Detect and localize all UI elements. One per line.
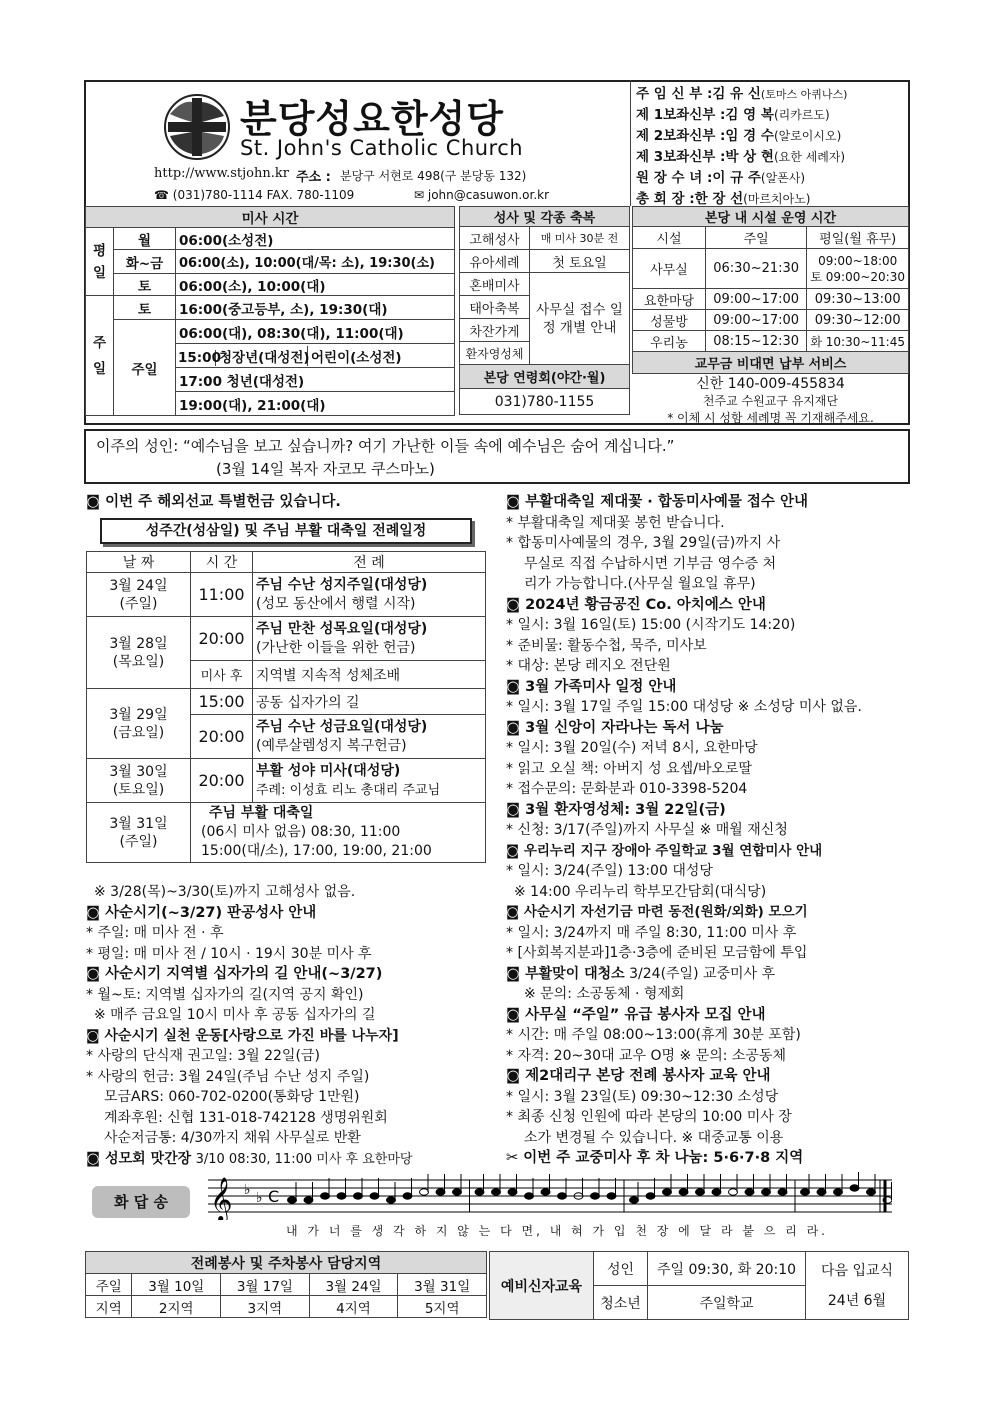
music-note	[817, 1189, 826, 1195]
music-note	[762, 1189, 771, 1195]
notice-item: * [사회복지분과]1층·3층에 준비된 모금함에 투입	[506, 945, 808, 961]
bullet-icon: ◙	[506, 842, 524, 859]
notice-item: ※ 문의: 소공동체 · 형제회	[524, 986, 685, 1002]
notice-mission-collection: ◙ 이번 주 해외선교 특별헌금 있습니다.	[86, 494, 341, 510]
clergy-list: 주 임 신 부 :김 유 신(토마스 아퀴나스) 제 1보좌신부 :김 영 복(리카르도) 제 2보좌신부 :임 경 수(알로이시오) 제 3보좌신부 :박 상 현(요한 세례자) 원 장 수 녀 :이 규 주(알폰사) 총 회 장 :한 장 선(마르치아노)	[636, 86, 848, 207]
music-note	[778, 1189, 787, 1195]
bullet-icon: ◙	[86, 904, 106, 921]
bullet-icon: ◙	[86, 494, 106, 510]
music-note	[696, 1189, 705, 1195]
notice-item: * 최종 신청 인원에 따라 본당의 10:00 미사 장	[506, 1109, 792, 1125]
svg-text:C: C	[268, 1187, 280, 1206]
notice-item: * 접수문의: 문화분과 010-3398-5204	[506, 781, 748, 797]
bullet-icon: ◙	[506, 965, 526, 982]
notice-soy-sauce: ◙ 성모회 맛간장 3/10 08:30, 11:00 미사 후 요한마당	[86, 1150, 413, 1167]
bullet-icon: ◙	[506, 904, 524, 920]
notice-item: ※ 14:00 우리누리 학부모간담회(대식당)	[514, 883, 767, 900]
music-note	[508, 1189, 517, 1195]
bullet-icon: ◙	[506, 596, 526, 613]
music-note	[646, 1193, 655, 1199]
notice-item: * 준비물: 활동수첩, 묵주, 미사보	[506, 637, 707, 654]
notice-item: 소가 변경될 수 있습니다. ※ 대중교통 이용	[524, 1129, 784, 1146]
notice-item: * 자격: 20~30대 교우 O명 ※ 문의: 소공동체	[506, 1047, 786, 1064]
music-note	[558, 1193, 567, 1199]
notice-lent-practice: ◙ 사순시기 실천 운동[사랑으로 가진 바를 나누자]	[86, 1027, 399, 1044]
notice-item: * 일시: 3월 17일 주일 15:00 대성당 ※ 소성당 미사 없음.	[506, 699, 862, 715]
notice-item: * 부활대축일 제대꽃 봉헌 받습니다.	[506, 514, 725, 531]
psalm-lyrics: 내 가 너 를 생 각 하 지 않 는 다 면, 내 혀 가 입 천 장 에 달 라 붙 으 리 라.	[286, 1224, 828, 1238]
notice-acies: ◙ 2024년 황금공진 Co. 아치에스 안내	[506, 596, 766, 613]
music-note	[679, 1189, 688, 1195]
church-subtitle: St. John's Catholic Church	[240, 136, 524, 160]
church-title: 분당성요한성당	[240, 97, 504, 141]
holy-week-schedule: 날 짜 시 간 전 례 3월 24일 (주일) 11:00 주님 수난 성지주일(대성당) (성모 동산에서 행렬 시작) 3월 28일 (목요일) 20:00 주님 만찬 성목요일(대성당) (가난한 이들을 위한 헌금) 미사 후 지역별 지속적 성체조배 3월 29일 (금요일) 15:00 공동 십자가의 길 20:00 주님 수난 성금요일(대성당) (예루살렘성지 복구헌금) 3월 30일 (토요일) 20:00 부활 성야 미사(대성당) 주례: 이성효 리노 총대리 주교님 3월 31일 (주일) 주님 부활 대축일 (06시 미사 없음) 08:30, 11:00 15:00(대/소), 17:00, 19:00, 21:00	[86, 551, 486, 863]
music-note	[492, 1189, 501, 1195]
music-note	[801, 1189, 810, 1195]
music-note	[436, 1189, 445, 1195]
holy-week-title: 성주간(성삼일) 및 주님 부활 대축일 전례일정	[100, 518, 472, 544]
notice-item: * 사랑의 헌금: 3월 24일(주님 수난 성지 주일)	[86, 1068, 370, 1085]
notice-item: * 대상: 본당 레지오 전단원	[506, 658, 671, 674]
notice-easter-flowers: ◙ 부활대축일 제대꽃 · 합동미사예물 접수 안내	[506, 494, 808, 510]
svg-text:♭: ♭	[256, 1190, 263, 1206]
scissors-icon: ✂	[506, 1150, 524, 1166]
bullet-icon: ◙	[506, 801, 526, 818]
music-note	[745, 1189, 754, 1195]
bullet-icon: ◙	[86, 1150, 106, 1167]
notice-liturgy-training: ◙ 제2대리구 본당 전례 봉사자 교육 안내	[506, 1068, 771, 1084]
schedule-note: ※ 3/28(목)~3/30(토)까지 고해성사 없음.	[94, 884, 356, 900]
email[interactable]: ✉ john@casuwon.or.kr	[414, 188, 550, 202]
facilities-table: 본당 내 시설 운영 시간 시설 주일 평일(월 휴무) 사무실 06:30~21:30 09:00~18:00 토 09:00~20:30 요한마당 09:00~17:00 09:30~13:00 성물방 09:00~17:00 09:30~12:00 우리농 08:15~12:30 화 10:30~11:45 교무금 비대면 납부 서비스 신한 140-009-455834 천주교 수원교구 유지재단 * 이체 시 성함 세례명 꼭 기재해주세요.	[632, 206, 909, 427]
notice-coin-collection: ◙ 사순시기 자선기금 마련 동전(원화/외화) 모으기	[506, 904, 808, 920]
notice-item: * 일시: 3월 20일(수) 저녁 8시, 요한마당	[506, 740, 758, 756]
saint-of-week-box: 이주의 성인: “예수님을 보고 싶습니까? 여기 가난한 이들 속에 예수님은 숨어 계십니다.” (3월 14일 복자 자코모 쿠스마노)	[84, 429, 910, 484]
notice-item: * 읽고 오실 책: 아버지 성 요셉/바오로딸	[506, 760, 752, 777]
address: 분당구 서현로 498(구 분당동 132)	[340, 169, 527, 183]
notice-reading: ◙ 3월 신앙이 자라나는 독서 나눔	[506, 719, 724, 736]
music-note	[354, 1193, 363, 1199]
music-note	[541, 1189, 550, 1195]
music-note	[337, 1193, 346, 1199]
notice-tea-sharing: ✂ 이번 주 교중미사 후 차 나눔: 5·6·7·8 지역	[506, 1150, 804, 1166]
notice-item: * 사랑의 단식재 권고일: 3월 22일(금)	[86, 1048, 320, 1064]
music-note	[403, 1193, 412, 1199]
notice-item: 모금ARS: 060-702-0200(통화당 1만원)	[104, 1089, 360, 1105]
music-note	[607, 1193, 616, 1199]
music-note	[729, 1189, 738, 1195]
notice-disability-mass: ◙ 우리누리 지구 장애아 주일학교 3월 연합미사 안내	[506, 842, 823, 859]
address-label: 주소 :	[296, 170, 331, 185]
notice-confession: ◙ 사순시기(~3/27) 판공성사 안내	[86, 904, 317, 921]
bullet-icon: ◙	[506, 678, 526, 695]
bullet-icon: ◙	[506, 1068, 526, 1084]
notice-item: ※ 매주 금요일 10시 미사 후 공동 십자가의 길	[94, 1007, 376, 1023]
music-note	[712, 1189, 721, 1195]
music-note	[663, 1189, 672, 1195]
music-note	[453, 1189, 462, 1195]
notice-item: 계좌후원: 신협 131-018-742128 생명위원회	[104, 1109, 388, 1126]
phone-fax: ☎ (031)780-1114 FAX. 780-1109	[154, 188, 355, 202]
notice-item: * 일시: 3월 16일(토) 15:00 (시작기도 14:20)	[506, 617, 796, 633]
notice-item: * 일시: 3/24(주일) 13:00 대성당	[506, 863, 713, 879]
notice-volunteer: ◙ 사무실 “주일” 유급 봉사자 모집 안내	[506, 1006, 766, 1023]
notice-item: * 신청: 3/17(주일)까지 사무실 ※ 매월 재신청	[506, 822, 788, 838]
svg-text:𝄞: 𝄞	[210, 1177, 233, 1220]
bullet-icon: ◙	[86, 966, 106, 982]
psalm-label: 화 답 송	[92, 1186, 190, 1218]
music-note	[387, 1197, 396, 1203]
website-link[interactable]: http://www.stjohn.kr	[154, 166, 289, 181]
notice-item: * 시간: 매 주일 08:00~13:00(휴게 30분 포함)	[506, 1027, 801, 1043]
bullet-icon: ◙	[506, 1006, 526, 1023]
duty-area-table: 전례봉사 및 주차봉사 담당지역 주일 3월 10일 3월 17일 3월 24일 3월 31일 지역 2지역 3지역 4지역 5지역	[85, 1251, 487, 1318]
notice-item: * 평일: 매 미사 전 / 10시 · 19시 30분 미사 후	[86, 945, 372, 962]
bullet-icon: ◙	[506, 494, 526, 510]
church-logo-icon	[162, 92, 232, 162]
music-staff	[208, 1172, 892, 1220]
notice-sick-communion: ◙ 3월 환자영성체: 3월 22일(금)	[506, 801, 726, 818]
bullet-icon: ◙	[86, 1027, 105, 1044]
svg-text:♭: ♭	[244, 1182, 251, 1198]
music-note	[370, 1193, 379, 1199]
notice-item: * 주일: 매 미사 전 · 후	[86, 925, 224, 941]
music-note	[867, 1189, 876, 1195]
notice-stations: ◙ 사순시기 지역별 십자가의 길 안내(~3/27)	[86, 966, 383, 982]
music-note	[475, 1189, 484, 1195]
music-note	[304, 1197, 313, 1203]
notice-item: * 합동미사예물의 경우, 3월 29일(금)까지 사	[506, 535, 781, 551]
music-note	[591, 1193, 600, 1199]
mass-times-table: 미사 시간 평일 월 06:00(소성전) 화~금 06:00(소), 10:00(대/목: 소), 19:30(소) 토 06:00(소), 10:00(대) 주일 토 16:00(중고등부, 소), 19:30(대) 주일 06:00(대), 08:30(대), 11:00(대) 15:00청장년(대성전)어린이(소성전) 17:00 청년(대성전) 19:00(대), 21:00(대)	[85, 206, 455, 416]
music-note	[420, 1189, 429, 1195]
notice-item: 리가 가능합니다.(사무실 월요일 휴무)	[524, 576, 756, 592]
notice-item: * 일시: 3/24까지 매 주일 8:30, 11:00 미사 후	[506, 924, 797, 941]
music-note	[288, 1197, 297, 1203]
notice-item: * 일시: 3월 23일(토) 09:30~12:30 소성당	[506, 1088, 779, 1105]
music-note	[525, 1193, 534, 1199]
sacraments-table: 성사 및 각종 축복 고해성사 매 미사 30분 전 유아세례 첫 토요일 혼배미사 사무실 접수 일정 개별 안내 태아축복 차잔가게 환자영성체 본당 연령회(야간·월) 031)780-1155	[459, 206, 630, 415]
notice-item: 무실로 직접 수납하시면 기부금 영수증 처	[524, 555, 777, 572]
music-note	[321, 1193, 330, 1199]
notice-cleaning: ◙ 부활맞이 대청소 3/24(주일) 교중미사 후	[506, 965, 776, 982]
notice-item: 사순저금통: 4/30까지 채워 사무실로 반환	[104, 1130, 361, 1146]
music-note	[630, 1197, 639, 1203]
notice-item: * 월~토: 지역별 십자가의 길(지역 공지 확인)	[86, 986, 364, 1003]
notice-family-mass: ◙ 3월 가족미사 일정 안내	[506, 678, 677, 695]
bullet-icon: ◙	[506, 719, 526, 736]
music-note	[850, 1185, 859, 1191]
catechumen-table: 예비신자교육 성인 주일 09:30, 화 20:10 다음 입교식 24년 6월 청소년 주일학교	[489, 1251, 909, 1320]
music-note	[834, 1189, 843, 1195]
